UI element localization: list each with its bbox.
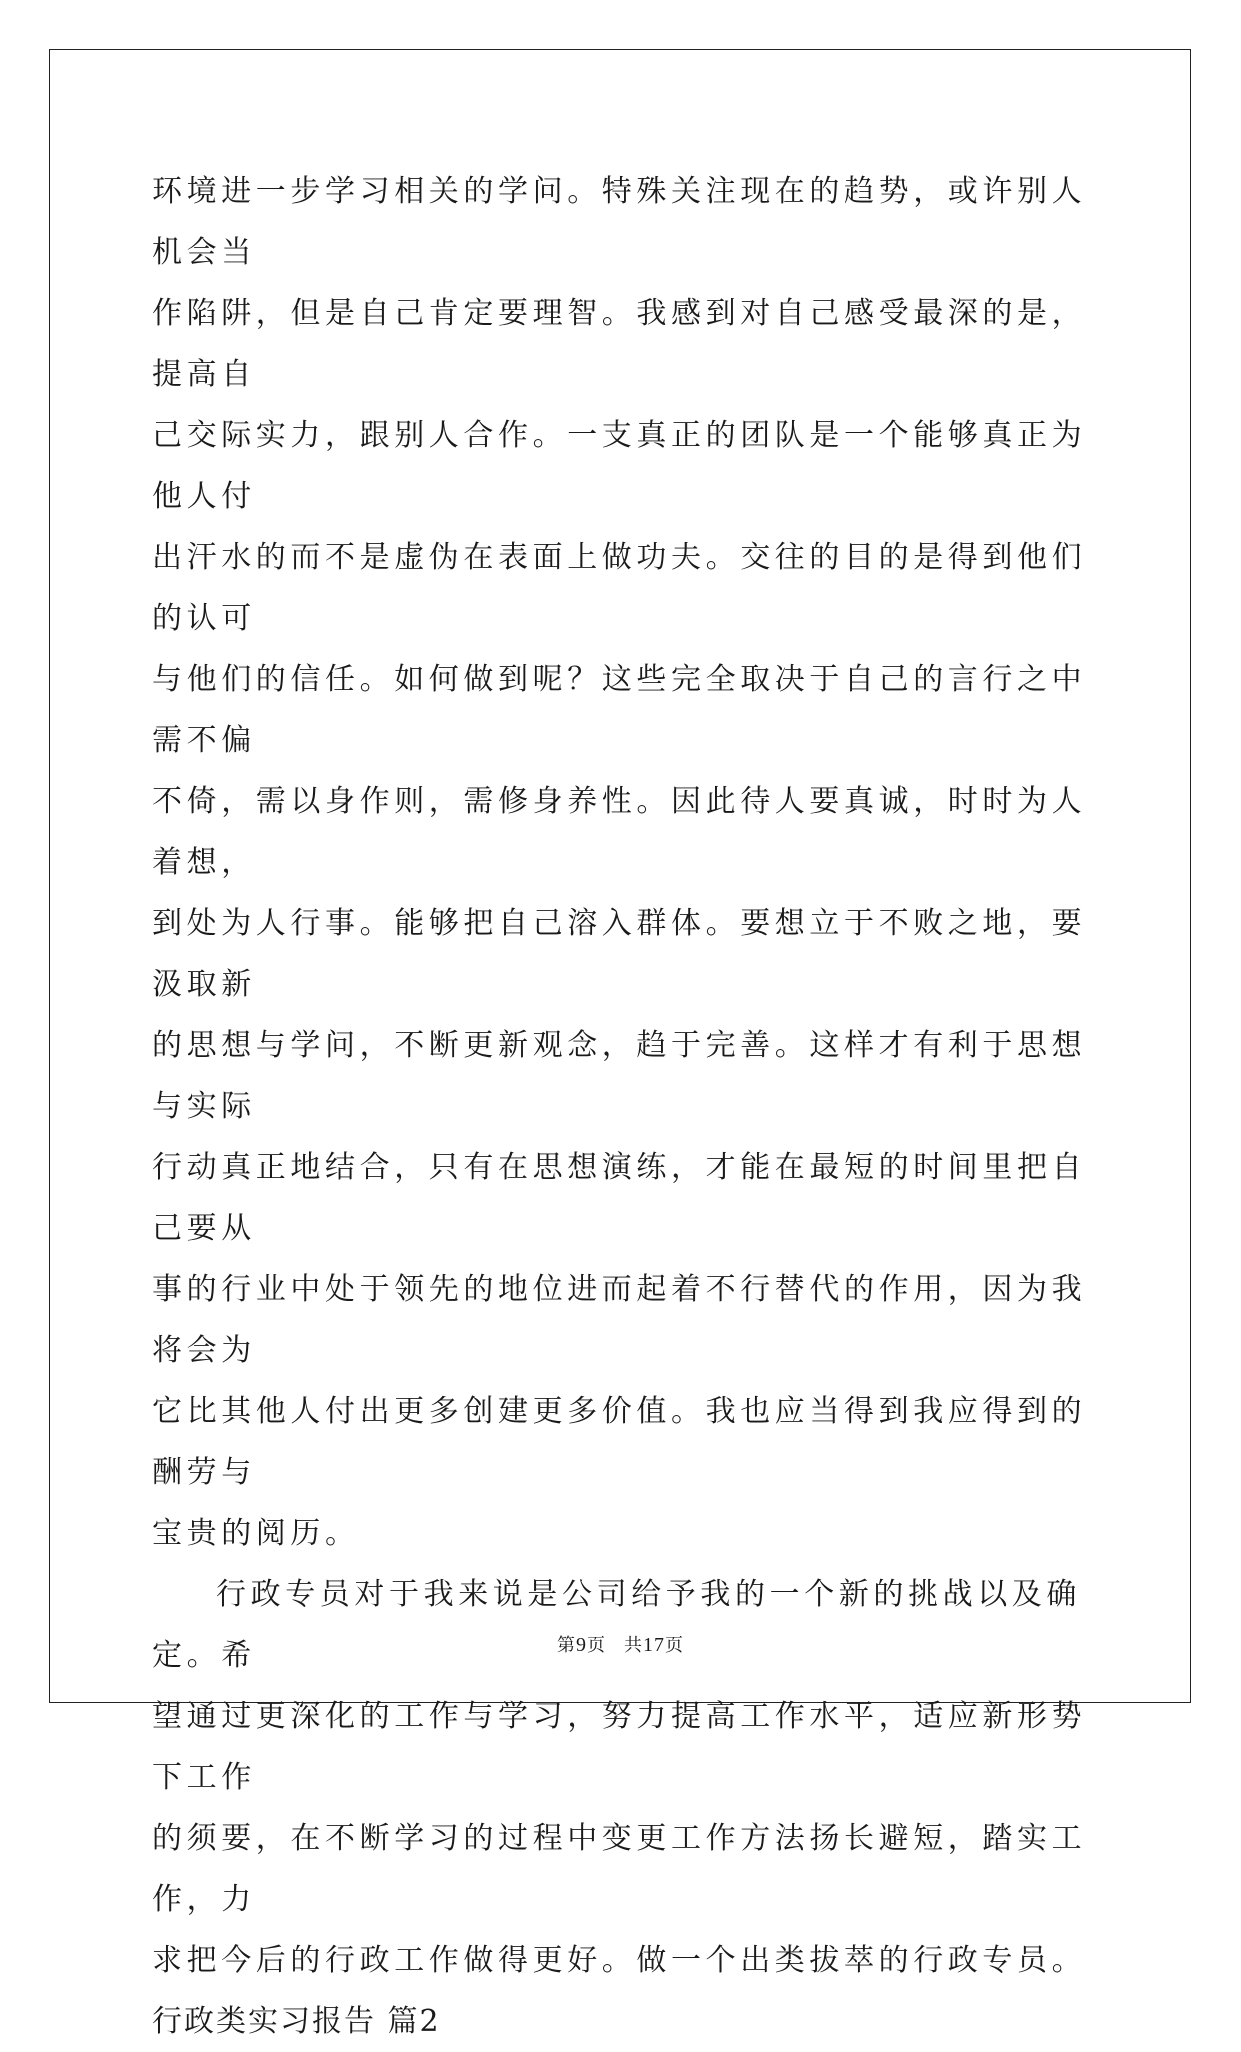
page-footer bbox=[0, 1633, 1241, 1658]
footer-total-pages: 17 bbox=[643, 1634, 665, 1656]
text-line: 作陷阱，但是自己肯定要理智。我感到对自己感受最深的是，提高自 bbox=[152, 296, 1087, 392]
text-line: 求把今后的行政工作做得更好。做一个出类拔萃的行政专员。 bbox=[152, 1943, 1087, 1978]
footer-page-suffix: 页 bbox=[587, 1635, 606, 1656]
text-line: 行政专员对于我来说是公司给予我的一个新的挑战以及确定。希 bbox=[152, 1577, 1081, 1673]
paragraph-list bbox=[152, 161, 1088, 1991]
text-line: 不倚，需以身作则，需修身养性。因此待人要真诚，时时为人着想， bbox=[152, 784, 1087, 880]
footer-page-number: 9 bbox=[576, 1634, 587, 1656]
text-line: 己交际实力，跟别人合作。一支真正的团队是一个能够真正为他人付 bbox=[152, 418, 1087, 514]
footer-page-prefix: 第 bbox=[557, 1635, 576, 1656]
text-line: 的须要，在不断学习的过程中变更工作方法扬长避短，踏实工作，力 bbox=[152, 1821, 1087, 1917]
text-line: 与他们的信任。如何做到呢？这些完全取决于自己的言行之中需不偏 bbox=[152, 662, 1087, 758]
text-line: 宝贵的阅历。 bbox=[152, 1516, 360, 1551]
footer-total-prefix: 共 bbox=[624, 1635, 643, 1656]
paragraph bbox=[152, 1564, 1088, 1991]
paragraph bbox=[152, 161, 1088, 1564]
text-line: 行动真正地结合，只有在思想演练，才能在最短的时间里把自己要从 bbox=[152, 1150, 1087, 1246]
document-body bbox=[152, 161, 1088, 2052]
text-line: 出汗水的而不是虚伪在表面上做功夫。交往的目的是得到他们的认可 bbox=[152, 540, 1087, 636]
text-line: 到处为人行事。能够把自己溶入群体。要想立于不败之地，要汲取新 bbox=[152, 906, 1087, 1002]
text-line: 的思想与学问，不断更新观念，趋于完善。这样才有利于思想与实际 bbox=[152, 1028, 1087, 1124]
text-line: 望通过更深化的工作与学习，努力提高工作水平，适应新形势下工作 bbox=[152, 1699, 1087, 1795]
footer-total-suffix: 页 bbox=[665, 1635, 684, 1656]
section-heading: 行政类实习报告 篇2 bbox=[152, 2004, 441, 2039]
text-line: 它比其他人付出更多创建更多价值。我也应当得到我应得到的酬劳与 bbox=[152, 1394, 1087, 1490]
text-line: 事的行业中处于领先的地位进而起着不行替代的作用，因为我将会为 bbox=[152, 1272, 1087, 1368]
text-line: 环境进一步学习相关的学问。特殊关注现在的趋势，或许别人机会当 bbox=[152, 174, 1087, 270]
